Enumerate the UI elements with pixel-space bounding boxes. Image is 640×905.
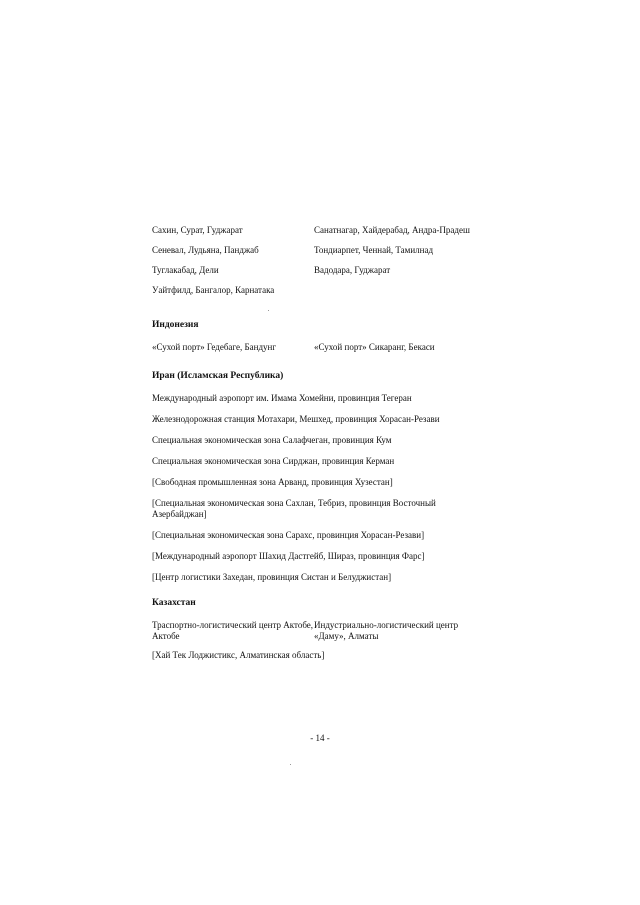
scan-speck [290, 764, 291, 765]
location-entry: Санатнагар, Хайдерабад, Андра-Прадеш [314, 225, 470, 235]
list-item: Специальная экономическая зона Салафчеган, провинция Кум [152, 435, 392, 445]
list-item: [Центр логистики Захедан, провинция Систан и Белуджистан] [152, 572, 392, 582]
location-entry: Индустриально-логистический центр «Даму», Алматы [314, 620, 459, 641]
list-item: [Специальная экономическая зона Сарахс, провинция Хорасан-Резави] [152, 530, 425, 540]
location-entry: Вадодара, Гуджарат [314, 265, 391, 275]
section-heading-indonesia: Индонезия [152, 320, 199, 330]
location-entry: Сахин, Сурат, Гуджарат [152, 225, 243, 235]
scan-speck [268, 310, 269, 311]
kazakhstan-extra [152, 650, 472, 671]
list-item: Специальная экономическая зона Сирджан, провинция Керман [152, 456, 395, 466]
location-entry: «Сухой порт» Сикаранг, Бекаси [314, 342, 435, 352]
list-item: [Свободная промышленная зона Арванд, провинция Хузестан] [152, 477, 393, 487]
list-item: Железнодорожная станция Мотахари, Мешхед, провинция Хорасан-Резави [152, 414, 440, 424]
iran-locations [152, 393, 472, 593]
location-entry [314, 285, 492, 296]
section-heading-iran: Иран (Исламская Республика) [152, 371, 284, 381]
location-row [152, 285, 492, 296]
location-entry: Уайтфилд, Бангалор, Карнатака [152, 285, 275, 295]
location-entry: «Сухой порт» Гедебаге, Бандунг [152, 342, 277, 352]
location-row [152, 342, 492, 353]
location-entry: Туглакабад, Дели [152, 265, 219, 275]
indonesia-locations [152, 342, 492, 362]
list-item: [Международный аэропорт Шахид Дастгейб, Шираз, провинция Фарс] [152, 551, 425, 561]
location-row [152, 225, 492, 236]
kazakhstan-locations [152, 620, 492, 651]
list-item: [Хай Тек Лоджистикс, Алматинская область] [152, 650, 325, 660]
location-entry: Тондиарпет, Ченнай, Тамилнад [314, 245, 434, 255]
list-item: Международный аэропорт им. Имама Хомейни, провинция Тегеран [152, 393, 412, 403]
list-item: [Специальная экономическая зона Сахлан, Тебриз, провинция Восточный Азербайджан] [152, 498, 436, 519]
location-row [152, 245, 492, 256]
location-entry: Сеневал, Лудьяна, Панджаб [152, 245, 259, 255]
location-row [152, 620, 492, 642]
india-locations [152, 225, 492, 305]
location-entry: Траспортно-логистический центр Актобе, Актобе [152, 620, 314, 641]
page-number: - 14 - [310, 733, 330, 743]
location-row [152, 265, 492, 276]
section-heading-kazakhstan: Казахстан [152, 598, 196, 608]
